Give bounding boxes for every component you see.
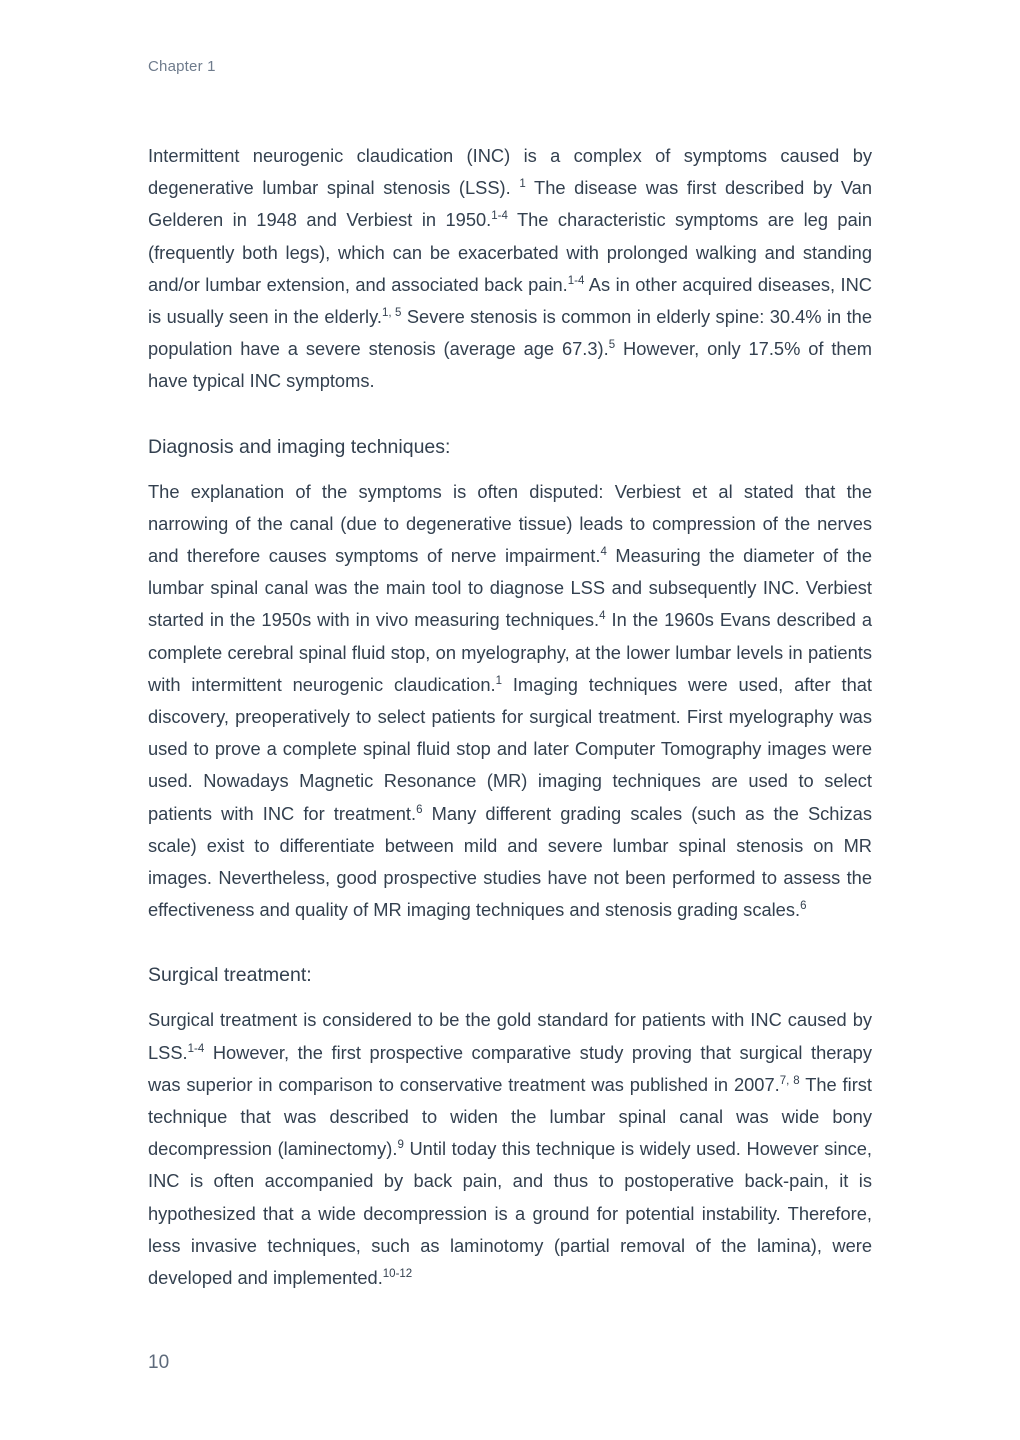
citation-marker: 6 xyxy=(800,900,807,913)
intro-text-5: Severe stenosis is common in elderly spine: 30.4% in the population have a severe stenosis (average age 67.3). xyxy=(148,306,872,360)
citation-marker: 1 xyxy=(519,178,526,191)
diagnosis-text-5: Many different grading scales (such as the Schizas scale) exist to differentiate between mild and severe lumbar spinal stenosis on MR images. Nevertheless, good prospective studies have not been performed to assess the effectiveness and quality of MR imaging techniques and stenosis grading scales. xyxy=(148,802,872,921)
spacer xyxy=(148,926,872,960)
citation-marker: 1 xyxy=(495,674,502,687)
diagnosis-text-2: Measuring the diameter of the lumbar spinal canal was the main tool to diagnose LSS and subsequently INC. Verbiest started in the 1950s with in vivo measuring techniques. xyxy=(148,545,872,631)
intro-text-1: Intermittent neurogenic claudication (INC) is a complex of symptoms caused by degenerative lumbar spinal stenosis (LSS). xyxy=(148,145,872,199)
diagnosis-text-4: Imaging techniques were used, after that discovery, preoperatively to select patients for surgical treatment. First myelography was used to prove a complete spinal fluid stop and later Computer Tomography images were used. Nowadays Magnetic Resonance (MR) imaging techniques are used to select patients with INC for treatment. xyxy=(148,673,873,824)
diagnosis-text-1: The explanation of the symptoms is often disputed: Verbiest et al stated that the narrowing of the canal (due to degenerative tissue) leads to compression of the nerves and therefore causes symptoms of nerve impairment. xyxy=(148,480,872,567)
citation-marker: 1-4 xyxy=(491,210,508,223)
surgical-text-1: Surgical treatment is considered to be the gold standard for patients with INC caused by LSS. xyxy=(148,1009,872,1063)
citation-marker: 1-4 xyxy=(567,274,585,287)
citation-marker: 4 xyxy=(600,545,607,558)
citation-marker: 10-12 xyxy=(382,1268,413,1280)
intro-text-6: However, only 17.5% of them have typical INC symptoms. xyxy=(148,338,872,392)
paragraph-diagnosis xyxy=(148,476,872,927)
intro-text-4: As in other acquired diseases, INC is usually seen in the elderly. xyxy=(148,273,872,328)
surgical-text-3: The first technique that was described to widen the lumbar spinal canal was wide bony decompression (laminectomy). xyxy=(148,1073,873,1160)
section-heading-surgical: Surgical treatment: xyxy=(148,964,312,987)
citation-marker: 7, 8 xyxy=(779,1074,800,1087)
surgical-text-2: However, the first prospective comparative study proving that surgical therapy was superior in comparison to conservative treatment was published in 2007. xyxy=(148,1041,872,1095)
spacer xyxy=(148,990,872,1004)
running-head: Chapter 1 xyxy=(148,58,216,75)
citation-marker: 9 xyxy=(397,1139,404,1152)
intro-text-2: The disease was first described by Van Gelderen in 1948 and Verbiest in 1950. xyxy=(148,177,872,231)
page-number: 10 xyxy=(148,1352,170,1373)
diagnosis-text-3: In the 1960s Evans described a complete cerebral spinal fluid stop, on myelography, at the lower lumbar levels in patients with intermittent neurogenic claudication. xyxy=(148,609,872,695)
page-content xyxy=(148,140,872,1294)
spacer xyxy=(148,462,872,476)
surgical-text-4: Until today this technique is widely used. However since, INC is often accompanied by back pain, and thus to postoperative back-pain, it is hypothesized that a wide decompression is a ground for potential instability. Therefore, less invasive techniques, such as laminotomy (partial removal of the lamina), were developed and implemented. xyxy=(148,1138,872,1289)
citation-marker: 1-4 xyxy=(187,1042,205,1055)
paragraph-intro xyxy=(148,140,872,398)
citation-marker: 1, 5 xyxy=(381,306,402,319)
intro-text-3: The characteristic symptoms are leg pain (frequently both legs), which can be exacerbated with prolonged walking and standing and/or lumbar extension, and associated back pain. xyxy=(148,209,872,295)
citation-marker: 5 xyxy=(608,339,616,352)
paragraph-surgical xyxy=(148,1004,872,1294)
section-heading-diagnosis: Diagnosis and imaging techniques: xyxy=(148,435,451,458)
citation-marker: 4 xyxy=(599,610,606,623)
citation-marker: 6 xyxy=(416,803,423,816)
spacer xyxy=(148,398,872,432)
